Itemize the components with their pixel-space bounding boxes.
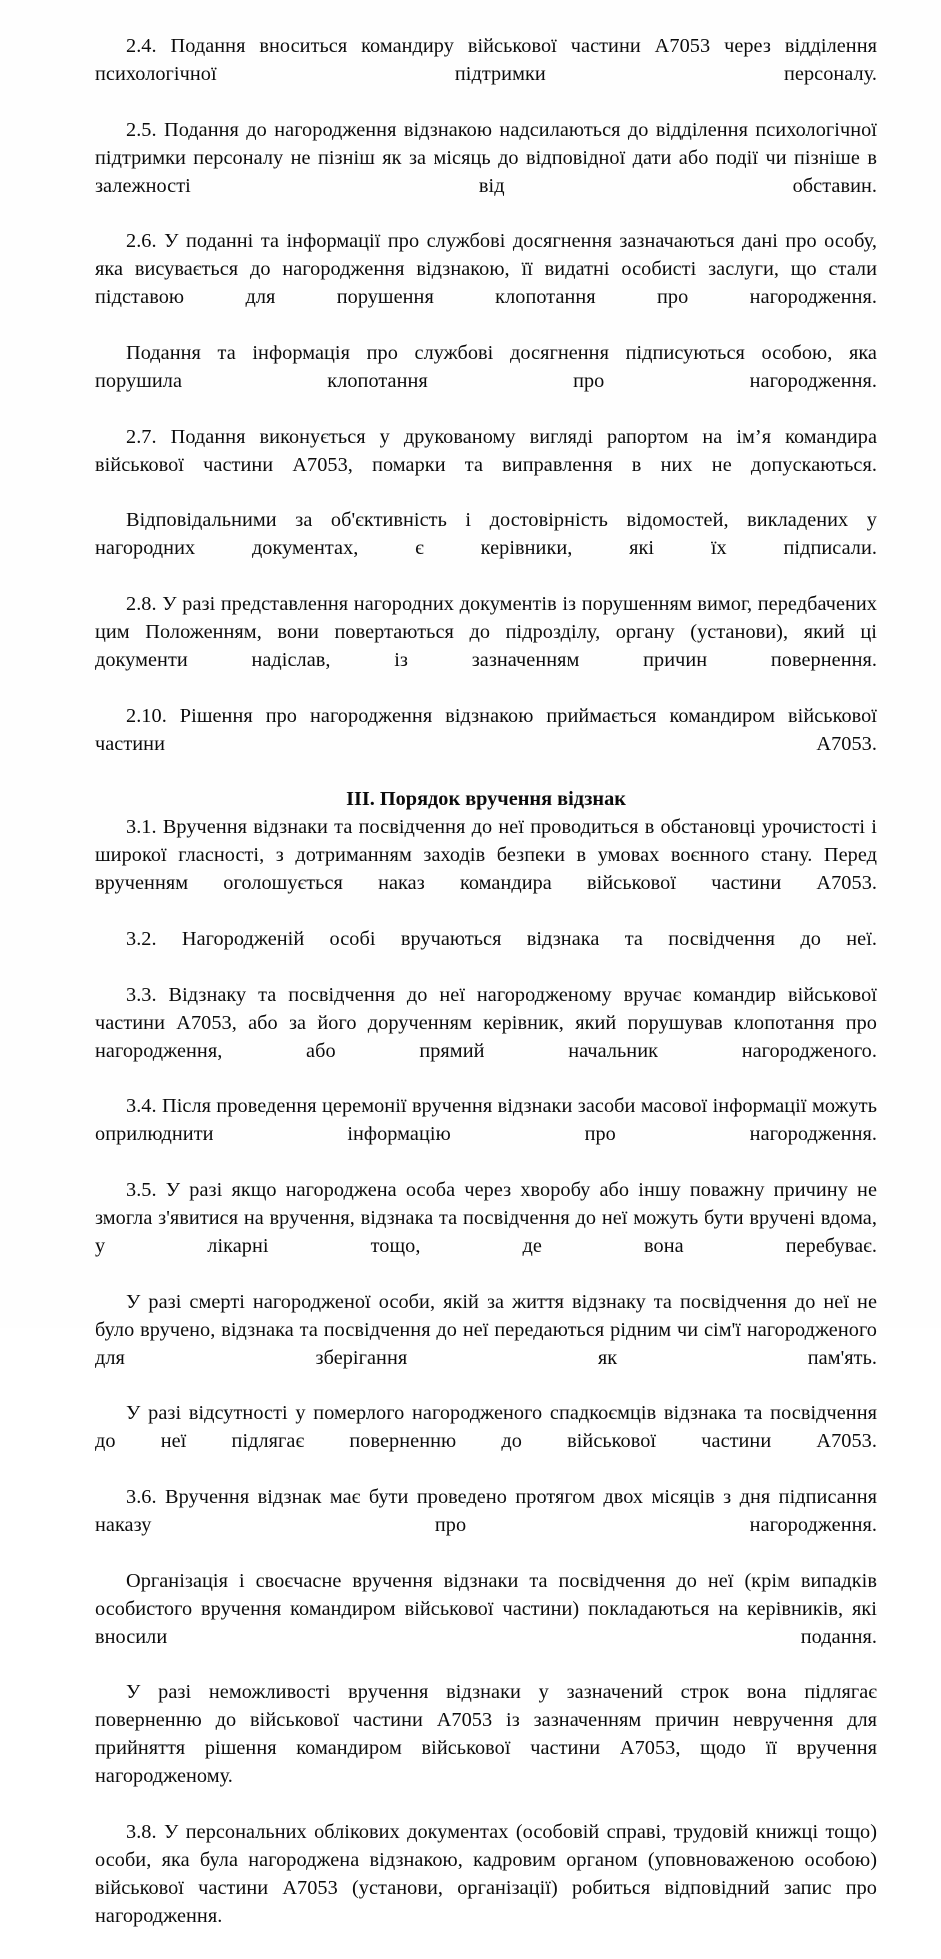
paragraph-3-5-continuation-2: У разі відсутності у померлого нагородженого спадкоємців відзнака та посвідчення до неї підлягає поверненню до військової частини А7053. xyxy=(95,1402,877,1453)
paragraph-3-5: 3.5. У разі якщо нагороджена особа через хворобу або іншу поважну причину не змогла з'явитися на вручення, відзнака та посвідчення до неї можуть бути вручені вдома, у лікарні тощо, де вона перебуває. xyxy=(95,1179,877,1257)
section-heading-iii: III. Порядок вручення відзнак xyxy=(346,788,626,811)
paragraph-2-4: 2.4. Подання вноситься командиру військової частини А7053 через відділення психологічної підтримки персоналу. xyxy=(95,35,877,85)
paragraph-3-8: 3.8. У персональних облікових документах (особовій справі, трудовій книжці тощо) особи, яка була нагороджена відзнакою, кадровим органом (уповноваженою особою) військової частини А7053 (установи, організації) робиться відповідний запис про нагородження. xyxy=(95,1821,877,1927)
paragraph-3-4: 3.4. Після проведення церемонії вручення відзнаки засоби масової інформації можуть оприлюднити інформацію про нагородження. xyxy=(95,1095,877,1146)
paragraph-2-6-continuation: Подання та інформація про службові досягнення підписуються особою, яка порушила клопотання про нагородження. xyxy=(95,341,877,392)
paragraph-2-7: 2.7. Подання виконується у друкованому вигляді рапортом на ім’я командира військової частини А7053, помарки та виправлення в них не допускаються. xyxy=(95,425,877,476)
paragraph-3-3: 3.3. Відзнаку та посвідчення до неї нагородженому вручає командир військової частини А7053, або за його дорученням керівник, який порушував клопотання про нагородження, або прямий начальник нагородженого. xyxy=(95,983,877,1062)
paragraph-2-5: 2.5. Подання до нагородження відзнакою надсилаються до відділення психологічної підтримки персоналу не пізніш як за місяць до відповідної дати або події чи пізніше в залежності від обставин. xyxy=(95,118,877,197)
paragraph-2-6: 2.6. У поданні та інформації про службові досягнення зазначаються дані про особу, яка висувається до нагородження відзнакою, її видатні особисті заслуги, що стали підставою для порушення клопотання про нагородження. xyxy=(95,230,877,309)
paragraph-3-1: 3.1. Вручення відзнаки та посвідчення до неї проводиться в обстановці урочистості і широкої гласності, з дотриманням заходів безпеки в умовах воєнного стану. Перед врученням оголошується наказ командира військової частини А7053. xyxy=(95,816,877,895)
paragraph-3-5-continuation-1: У разі смерті нагородженої особи, якій за життя відзнаку та посвідчення до неї не було вручено, відзнака та посвідчення до неї передаються рідним чи сім'ї нагородженого для зберігання як пам'ять. xyxy=(95,1290,877,1369)
paragraph-3-6-continuation-1: Організація і своєчасне вручення відзнаки та посвідчення до неї (крім випадків особистого вручення командиром військової частини) покладаються на керівників, які вносили подання. xyxy=(95,1569,877,1648)
paragraph-3-6: 3.6. Вручення відзнак має бути проведено протягом двох місяців з дня підписання наказу про нагородження. xyxy=(95,1486,877,1537)
paragraph-3-2: 3.2. Нагородженій особі вручаються відзнака та посвідчення до неї. xyxy=(126,928,877,950)
paragraph-2-10: 2.10. Рішення про нагородження відзнакою приймається командиром військової частини А7053. xyxy=(95,704,877,755)
paragraph-2-8: 2.8. У разі представлення нагородних документів із порушенням вимог, передбачених цим Положенням, вони повертаються до підрозділу, органу (установи), який ці документи надіслав, із зазначенням причин повернення. xyxy=(95,593,877,671)
document-body xyxy=(95,33,877,1959)
paragraph-3-6-continuation-2: У разі неможливості вручення відзнаки у зазначений строк вона підлягає поверненню до військової частини А7053 із зазначенням причин невручення для прийняття рішення командиром військової частини А7053, щодо її вручення нагородженому. xyxy=(95,1681,877,1788)
paragraph-2-7-continuation: Відповідальними за об'єктивність і достовірність відомостей, викладених у нагородних документах, є керівники, які їх підписали. xyxy=(95,509,877,560)
